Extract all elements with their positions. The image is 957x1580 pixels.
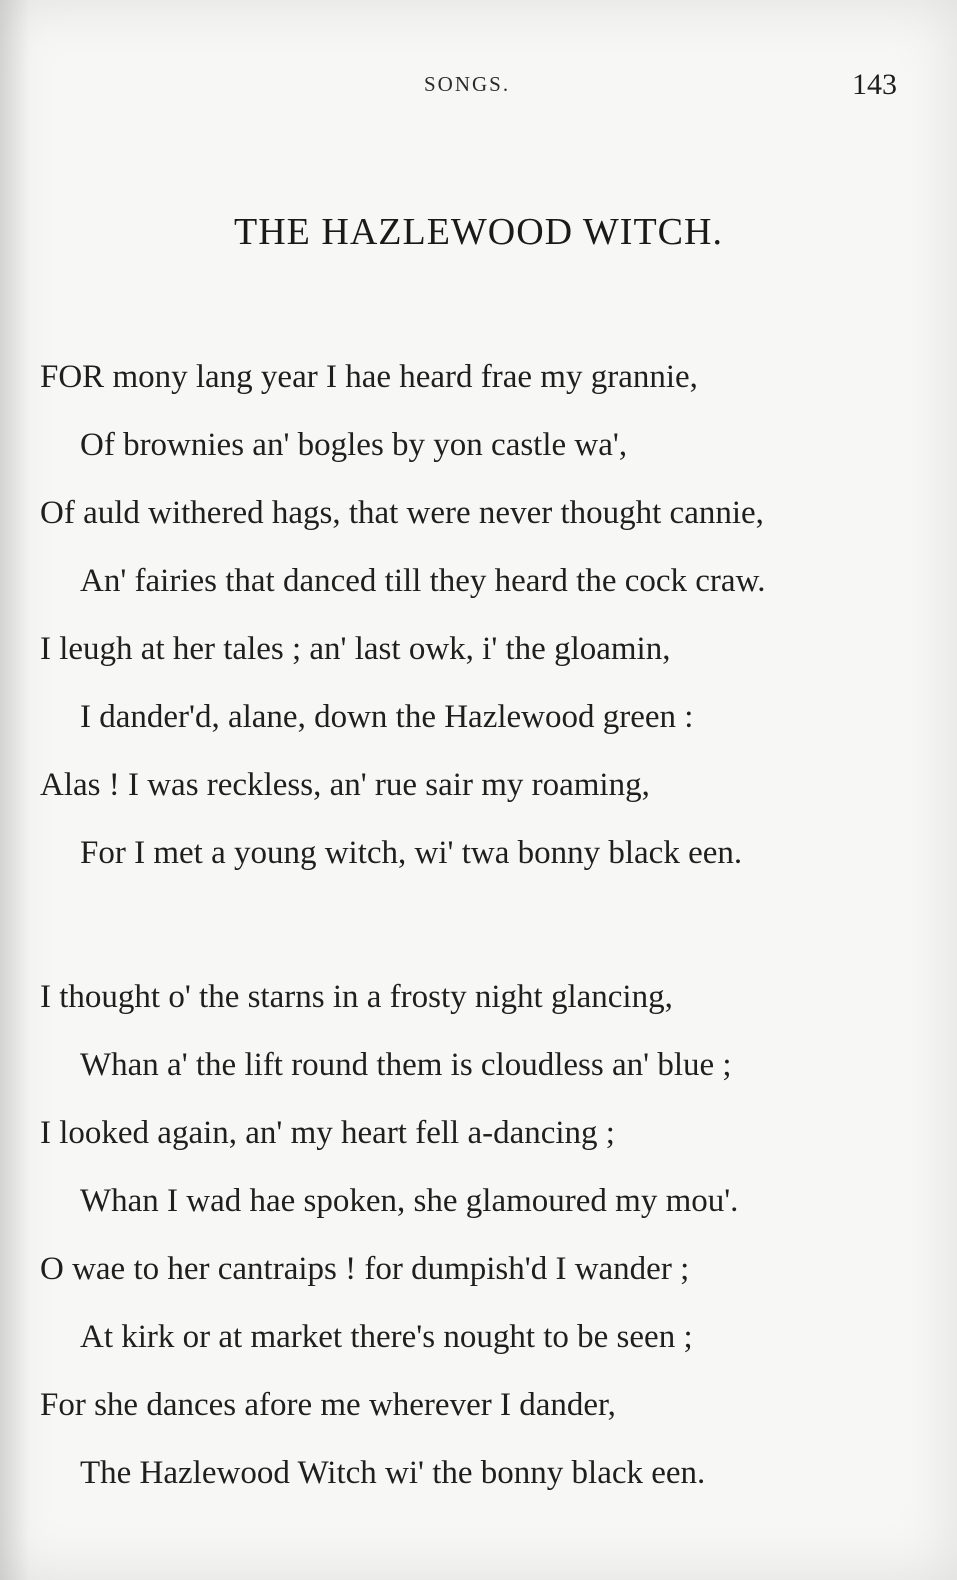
running-head bbox=[0, 68, 957, 102]
poem-title: THE HAZLEWOOD WITCH. bbox=[234, 211, 723, 253]
poem-line: Whan a' the lift round them is cloudless an' blue ; bbox=[80, 1047, 732, 1083]
poem-line: Alas ! I was reckless, an' rue sair my roaming, bbox=[40, 767, 650, 803]
poem-line: The Hazlewood Witch wi' the bonny black een. bbox=[80, 1455, 706, 1491]
poem-line: I looked again, an' my heart fell a-dancing ; bbox=[40, 1115, 615, 1151]
poem-line: An' fairies that danced till they heard the cock craw. bbox=[80, 563, 766, 599]
poem-line: At kirk or at market there's nought to be seen ; bbox=[80, 1319, 693, 1355]
running-title: SONGS. bbox=[424, 72, 511, 96]
poem-line: For I met a young witch, wi' twa bonny black een. bbox=[80, 835, 743, 871]
poem-line: I dander'd, alane, down the Hazlewood green : bbox=[80, 699, 694, 735]
stanza-2 bbox=[40, 972, 940, 1516]
poem-line: I thought o' the starns in a frosty night glancing, bbox=[40, 979, 673, 1015]
poem-line: FOR mony lang year I hae heard frae my grannie, bbox=[40, 359, 698, 395]
poem-line: Whan I wad hae spoken, she glamoured my mou'. bbox=[80, 1183, 739, 1219]
poem-line: Of brownies an' bogles by yon castle wa', bbox=[80, 427, 628, 463]
page-number: 143 bbox=[852, 68, 897, 101]
poem-line: Of auld withered hags, that were never thought cannie, bbox=[40, 495, 764, 531]
stanza-1 bbox=[40, 352, 940, 896]
poem-line: For she dances afore me wherever I dander, bbox=[40, 1387, 616, 1423]
poem-line: O wae to her cantraips ! for dumpish'd I wander ; bbox=[40, 1251, 690, 1287]
poem-line: I leugh at her tales ; an' last owk, i' the gloamin, bbox=[40, 631, 671, 667]
